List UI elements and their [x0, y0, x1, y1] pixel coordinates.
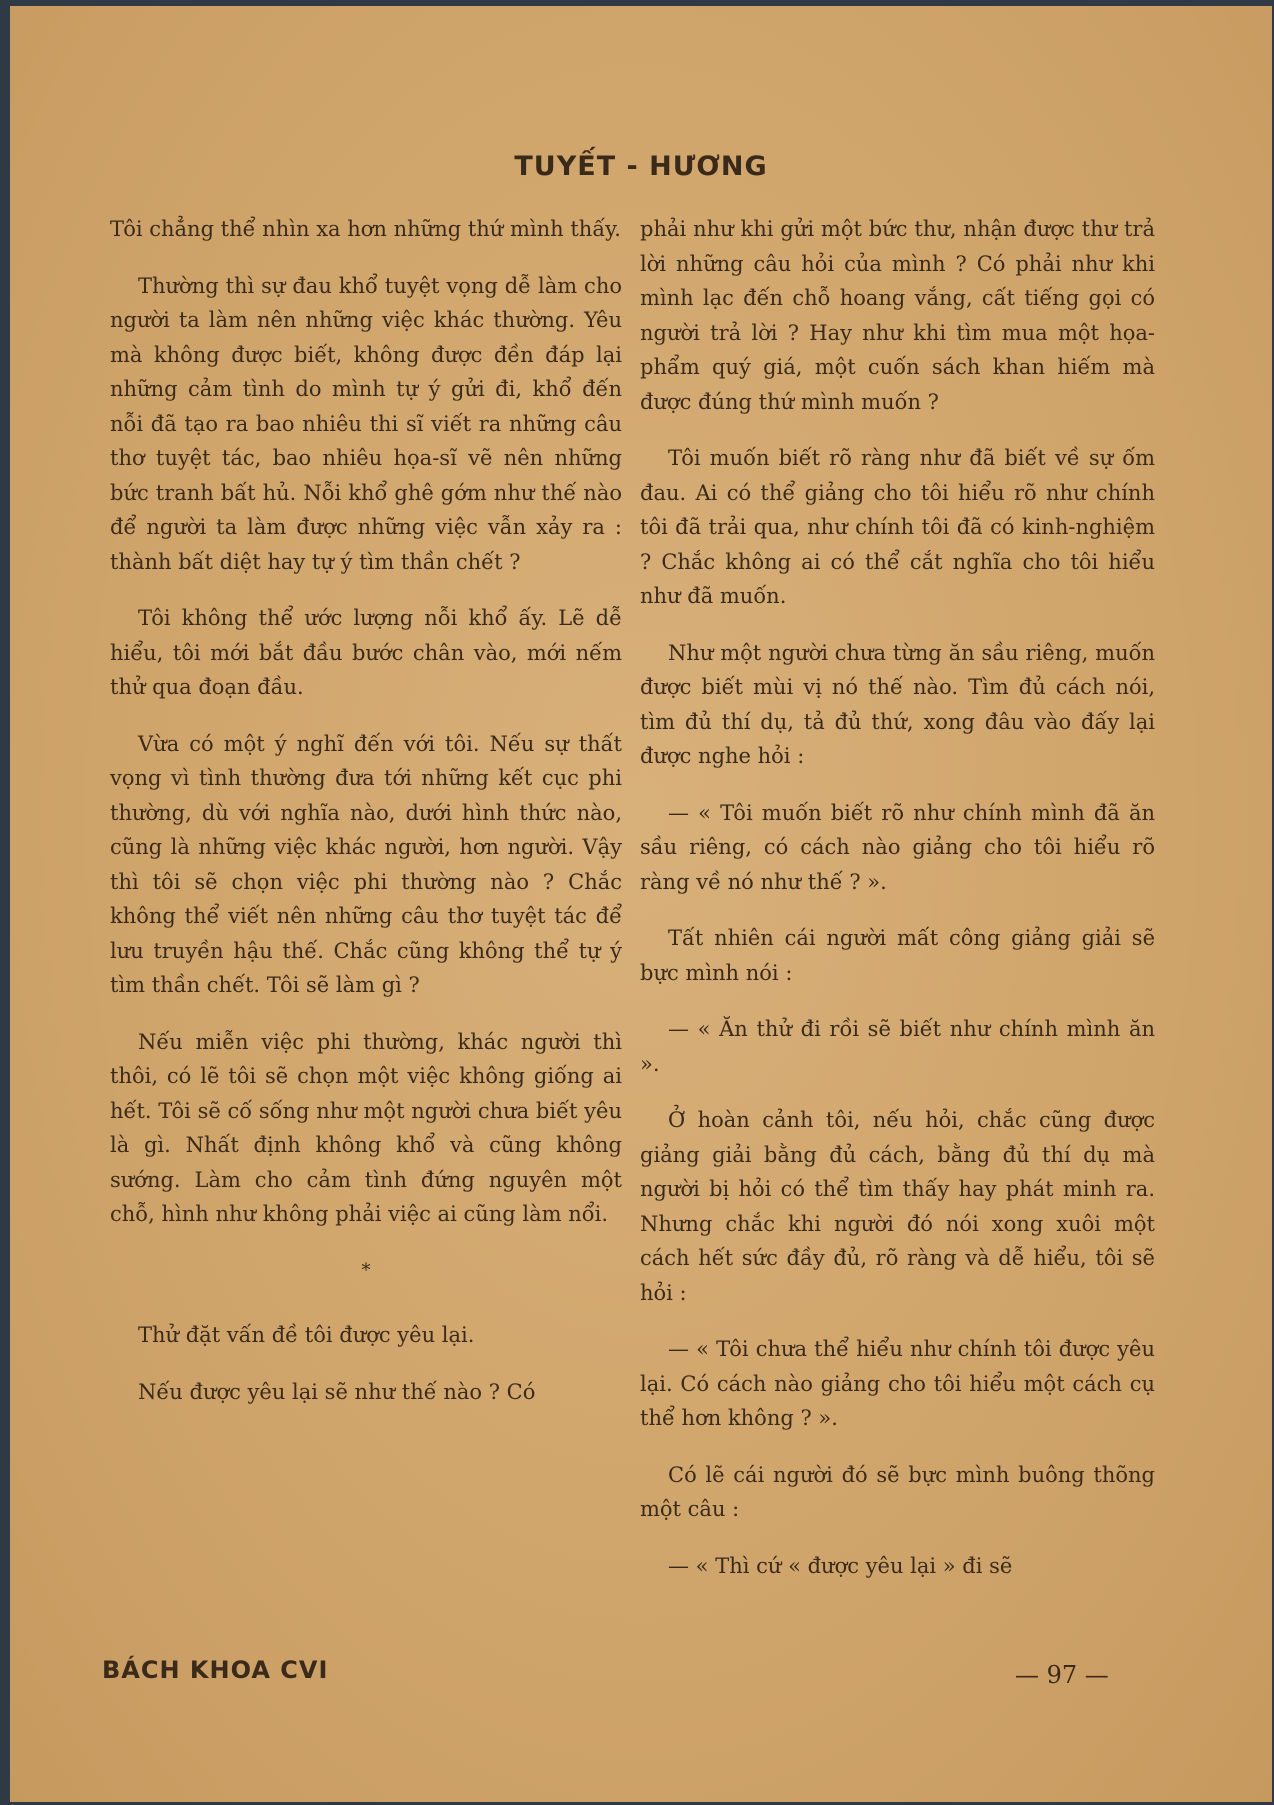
paragraph: Nếu miễn việc phi thường, khác người thì thôi, có lẽ tôi sẽ chọn một việc không giống ai hết. Tôi sẽ cố sống như một người chưa biết yêu là gì. Nhất định không khổ và cũng không sướng. Làm cho cảm tình đứng nguyên một chỗ, hình như không phải việc ai cũng làm nổi. [110, 1029, 622, 1226]
page [10, 6, 1272, 1802]
paragraph: Ở hoàn cảnh tôi, nếu hỏi, chắc cũng được giảng giải bằng đủ cách, bằng đủ thí dụ mà người bị hỏi có thể tìm thấy hay phát minh ra. Nhưng chắc khi người đó nói xong xuôi một cách hết sức đầy đủ, rõ ràng và dễ hiểu, tôi sẽ hỏi : [640, 1108, 1155, 1305]
paragraph: phải như khi gửi một bức thư, nhận được thư trả lời những câu hỏi của mình ? Có phải như khi mình lạc đến chỗ hoang vắng, cất tiếng gọi có người trả lời ? Hay như khi tìm mua một họa-phẩm quý giá, một cuốn sách khan hiếm mà được đúng thứ mình muốn ? [640, 217, 1155, 414]
paragraph: — « Tôi muốn biết rõ như chính mình đã ăn sầu riêng, có cách nào giảng cho tôi hiểu rõ ràng về nó như thế ? ». [640, 800, 1155, 894]
paragraph: Thường thì sự đau khổ tuyệt vọng dễ làm cho người ta làm nên những việc khác thường. Yêu mà không được biết, không được đền đáp lại những cảm tình do mình tự ý gửi đi, khổ đến nỗi đã tạo ra bao nhiêu thi sĩ viết ra những câu thơ tuyệt tác, bao nhiêu họa-sĩ vẽ nên những bức tranh bất hủ. Nỗi khổ ghê gớm như thế nào để người ta làm được những việc vẫn xảy ra : thành bất diệt hay tự ý tìm thần chết ? [110, 273, 622, 574]
page-number: — 97 — [1015, 1661, 1109, 1689]
paragraph: Nếu được yêu lại sẽ như thế nào ? Có [138, 1379, 536, 1404]
paragraph: Vừa có một ý nghĩ đến với tôi. Nếu sự thất vọng vì tình thường đưa tới những kết cục phi thường, dù với nghĩa nào, dưới hình thức nào, cũng là những việc khác người, hơn người. Vậy thì tôi sẽ chọn việc phi thường nào ? Chắc không thể viết nên những câu thơ tuyệt tác để lưu truyền hậu thế. Chắc cũng không thể tự ý tìm thần chết. Tôi sẽ làm gì ? [110, 731, 622, 997]
paragraph: Tôi chẳng thể nhìn xa hơn những thứ mình thấy. [110, 217, 621, 241]
paragraph: Tôi không thể ước lượng nỗi khổ ấy. Lẽ dễ hiểu, tôi mới bắt đầu bước chân vào, mới nếm thử qua đoạn đầu. [110, 606, 622, 699]
paragraph: Tôi muốn biết rõ ràng như đã biết về sự ốm đau. Ai có thể giảng cho tôi hiểu rõ như chính tôi đã trải qua, như chính tôi đã có kinh-nghiệm ? Chắc không ai có thể cắt nghĩa cho tôi hiểu như đã muốn. [640, 446, 1155, 608]
article-title: TUYẾT - HƯƠNG [514, 151, 768, 182]
left-column [110, 212, 622, 1431]
paragraph: Có lẽ cái người đó sẽ bực mình buông thõng một câu : [640, 1462, 1155, 1521]
paragraph: Thử đặt vấn đề tôi được yêu lại. [138, 1323, 475, 1347]
paragraph: — « Ăn thử đi rồi sẽ biết như chính mình ăn ». [640, 1017, 1155, 1076]
section-separator: * [361, 1259, 371, 1281]
journal-name: BÁCH KHOA CVI [102, 1656, 329, 1684]
paragraph: Như một người chưa từng ăn sầu riêng, muốn được biết mùi vị nó thế nào. Tìm đủ cách nói, tìm đủ thí dụ, tả đủ thứ, xong đâu vào đấy lại được nghe hỏi : [640, 640, 1155, 768]
paragraph: — « Tôi chưa thể hiểu như chính tôi được yêu lại. Có cách nào giảng cho tôi hiểu một cách cụ thể hơn không ? ». [640, 1337, 1155, 1430]
paragraph: Tất nhiên cái người mất công giảng giải sẽ bực mình nói : [640, 926, 1155, 985]
right-column [640, 212, 1155, 1605]
paragraph: — « Thì cứ « được yêu lại » đi sẽ [668, 1553, 1013, 1578]
